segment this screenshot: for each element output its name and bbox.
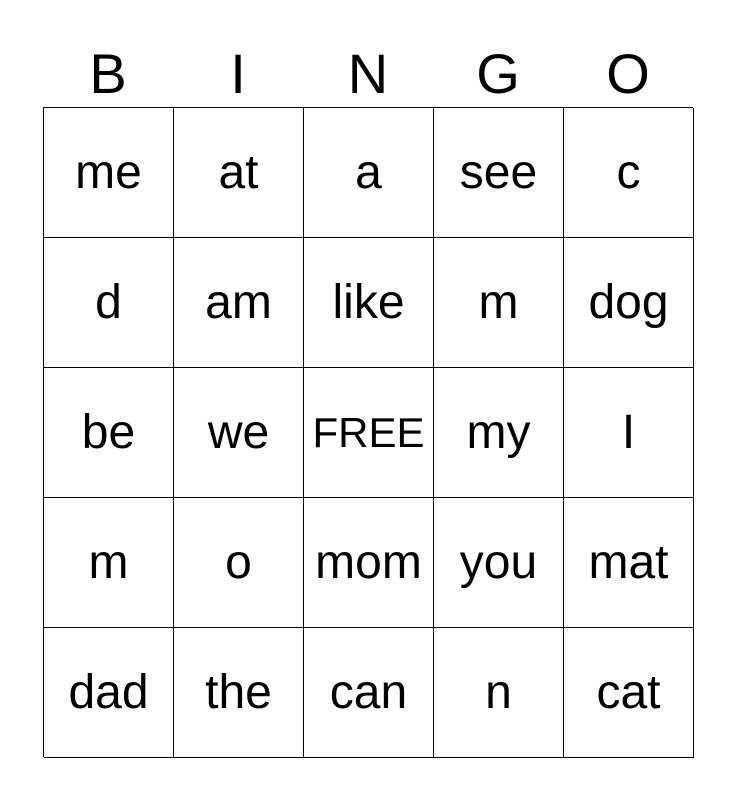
bingo-cell[interactable]: my (434, 368, 564, 498)
bingo-cell[interactable]: I (564, 368, 694, 498)
bingo-cell[interactable]: am (174, 238, 304, 368)
header-letter-o: O (606, 42, 650, 105)
bingo-header (43, 40, 693, 108)
bingo-cell[interactable]: a (304, 108, 434, 238)
free-space-cell[interactable]: FREE (304, 368, 434, 498)
header-letter-b: B (89, 42, 127, 105)
bingo-cell[interactable]: dog (564, 238, 694, 368)
bingo-cell[interactable]: be (44, 368, 174, 498)
bingo-cell[interactable]: m (44, 498, 174, 628)
bingo-cell[interactable]: dad (44, 628, 174, 758)
bingo-cell[interactable]: me (44, 108, 174, 238)
header-letter-n: N (347, 42, 389, 105)
bingo-cell[interactable]: we (174, 368, 304, 498)
header-letter-i: I (230, 42, 246, 105)
bingo-cell[interactable]: cat (564, 628, 694, 758)
bingo-cell[interactable]: o (174, 498, 304, 628)
bingo-cell[interactable]: see (434, 108, 564, 238)
bingo-cell[interactable]: the (174, 628, 304, 758)
bingo-cell[interactable]: c (564, 108, 694, 238)
bingo-cell[interactable]: mat (564, 498, 694, 628)
bingo-cell[interactable]: n (434, 628, 564, 758)
bingo-board (43, 107, 693, 757)
bingo-cell[interactable]: d (44, 238, 174, 368)
bingo-cell[interactable]: m (434, 238, 564, 368)
bingo-cell[interactable]: you (434, 498, 564, 628)
bingo-cell[interactable]: mom (304, 498, 434, 628)
bingo-cell[interactable]: at (174, 108, 304, 238)
bingo-cell[interactable]: like (304, 238, 434, 368)
header-letter-g: G (476, 42, 520, 105)
bingo-cell[interactable]: can (304, 628, 434, 758)
